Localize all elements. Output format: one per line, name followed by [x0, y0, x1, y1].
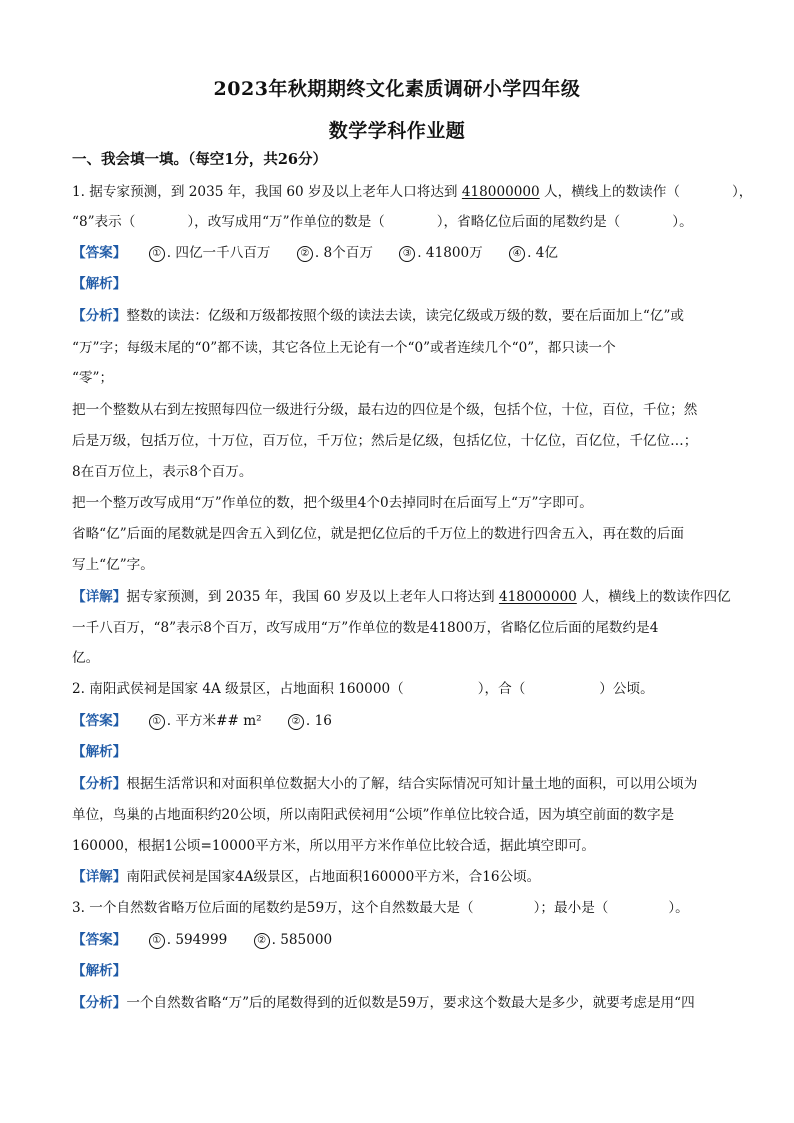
q3-line-1: 3. 一个自然数省略万位后面的尾数约是59万，这个自然数最大是（ ）；最小是（ ）。 [72, 900, 689, 916]
answer-tag: 【答案】 [72, 245, 127, 261]
q1-answer [72, 243, 558, 263]
q3-fenxi-1: 【分析】一个自然数省略“万”后的尾数得到的近似数是59万，要求这个数最大是多少，就要考虑是用“四 [72, 995, 695, 1011]
answer-item: ④ . 4亿 [509, 243, 558, 263]
answer-tag: 【答案】 [72, 713, 127, 729]
q1-line-2: “8”表示（ ），改写成用“万”作单位的数是（ ），省略亿位后面的尾数约是（ ）。 [72, 214, 693, 230]
q2-fenxi-1: 【分析】根据生活常识和对面积单位数据大小的了解，结合实际情况可知计量土地的面积，可以用公顷为 [72, 776, 698, 792]
section-heading: 一、我会填一填。（每空1分，共26分） [72, 151, 328, 168]
answer-item: ① . 平方米## m² [149, 711, 262, 731]
analysis-tag: 【解析】 [72, 276, 127, 292]
q1-fenxi-5: 后是万级，包括万位，十万位，百万位，千万位；然后是亿级，包括亿位，十亿位，百亿位，千亿位…； [72, 433, 698, 449]
q2-jiexi: 【解析】 [72, 744, 127, 760]
document-subtitle: 数学学科作业题 [328, 120, 466, 142]
answer-item: ② . 16 [288, 711, 332, 731]
q1-fenxi-4: 把一个整数从右到左按照每四位一级进行分级，最右边的四位是个级，包括个位，十位，百位，千位；然 [72, 402, 698, 418]
answer-item: ① . 四亿一千八百万 [149, 243, 271, 263]
q2-answer [72, 711, 332, 731]
answer-item: ② . 585000 [254, 930, 333, 950]
answer-item: ② . 8个百万 [297, 243, 373, 263]
q1-fenxi-2: “万”字；每级末尾的“0”都不读，其它各位上无论有一个“0”或者连续几个“0”，都只读一个 [72, 340, 616, 356]
answer-tag: 【答案】 [72, 932, 127, 948]
q1-fenxi-7: 把一个整万改写成用“万”作单位的数，把个级里4个0去掉同时在后面写上“万”字即可。 [72, 495, 593, 511]
q2-xiangjie-1: 【详解】南阳武侯祠是国家4A级景区，占地面积160000平方米，合16公顷。 [72, 869, 541, 885]
q1-fenxi-8: 省略“亿”后面的尾数就是四舍五入到亿位，就是把亿位后的千万位上的数进行四舍五入，再在数的后面 [72, 526, 685, 542]
q1-xiangjie-3: 亿。 [72, 650, 100, 666]
answer-item: ① . 594999 [149, 930, 228, 950]
q1-fenxi-3: “零”； [72, 370, 114, 386]
q1-fenxi-9: 写上“亿”字。 [72, 557, 154, 573]
q3-jiexi: 【解析】 [72, 963, 127, 979]
q3-answer [72, 930, 332, 950]
q1-fenxi-6: 8在百万位上，表示8个百万。 [72, 464, 253, 480]
q1-fenxi-1: 【分析】整数的读法：亿级和万级都按照个级的读法去读，读完亿级或万级的数，要在后面加上“亿”或 [72, 308, 685, 324]
q1-line-1: 1. 据专家预测，到 2035 年，我国 60 岁及以上老年人口将达到 418000000 人，横线上的数读作（ ）， [72, 184, 753, 200]
q2-fenxi-3: 160000，根据1公顷=10000平方米，所以用平方米作单位比较合适，据此填空即可。 [72, 838, 595, 854]
q1-jiexi [72, 274, 126, 294]
q2-fenxi-2: 单位，鸟巢的占地面积约20公顷，所以南阳武侯祠用“公顷”作单位比较合适，因为填空前面的数字是 [72, 807, 675, 823]
q1-xiangjie-2: 一千八百万，“8”表示8个百万，改写成用“万”作单位的数是41800万，省略亿位后面的尾数约是4 [72, 620, 659, 636]
answer-item: ③ . 41800万 [399, 243, 483, 263]
underlined-number: 418000000 [461, 184, 540, 200]
q1-xiangjie-1: 【详解】据专家预测，到 2035 年，我国 60 岁及以上老年人口将达到 418000000 人，横线上的数读作四亿 [72, 589, 731, 605]
q2-line-1: 2. 南阳武侯祠是国家 4A 级景区，占地面积 160000（ ），合（ ）公顷。 [72, 681, 654, 697]
document-title: 2023年秋期期终文化素质调研小学四年级 [213, 78, 581, 100]
